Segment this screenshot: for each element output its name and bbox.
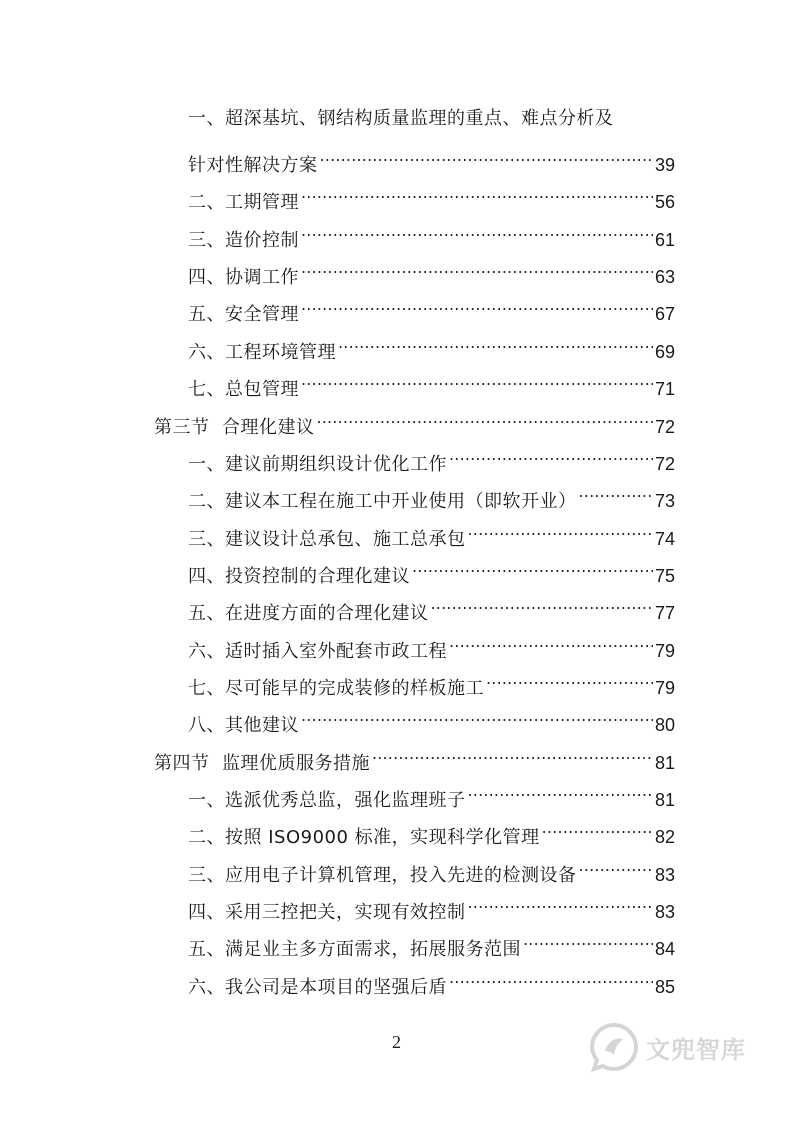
- toc-entry[interactable]: [188, 253, 675, 288]
- toc-entry-page: 71: [654, 379, 675, 399]
- toc-section-title: 第三节 合理化建议: [154, 417, 315, 438]
- toc-entry-page: 67: [654, 304, 675, 324]
- toc-entry-title: 二、建议本工程在施工中开业使用（即软开业）: [188, 491, 577, 512]
- dot-leader: [299, 290, 655, 320]
- toc-entry[interactable]: [188, 701, 675, 736]
- toc-entry-title: 四、投资控制的合理化建议: [188, 566, 410, 587]
- toc-entry-title: 四、协调工作: [188, 267, 299, 288]
- toc-entry[interactable]: [188, 589, 675, 624]
- toc-entry[interactable]: [188, 216, 675, 251]
- toc-entry-page: 73: [654, 491, 675, 511]
- toc-entry-page: 56: [654, 192, 675, 212]
- dot-leader: [336, 328, 655, 358]
- toc-entry-title: 七、尽可能早的完成装修的样板施工: [188, 678, 484, 699]
- dot-leader: [521, 925, 655, 955]
- toc-entry-title: 一、选派优秀总监，强化监理班子: [188, 790, 466, 811]
- toc-entry-title: 三、应用电子计算机管理，投入先进的检测设备: [188, 865, 577, 886]
- toc-entry-page: 79: [654, 678, 675, 698]
- watermark: [588, 1012, 758, 1082]
- toc-entry-page: 74: [654, 529, 675, 549]
- toc-entry[interactable]: [188, 290, 675, 325]
- dot-leader: [299, 178, 655, 208]
- dot-leader: [429, 589, 655, 619]
- toc-entry[interactable]: [188, 515, 675, 550]
- dot-leader: [447, 627, 655, 657]
- toc-entry-page: 81: [654, 790, 675, 810]
- toc-entry-page: 80: [654, 715, 675, 735]
- toc-entry-page: 72: [654, 417, 675, 437]
- toc-entry[interactable]: [188, 440, 675, 475]
- toc-entry-page: 69: [654, 342, 675, 362]
- toc-entry-title: 六、我公司是本项目的坚强后盾: [188, 977, 447, 998]
- toc-entry-page: 81: [654, 753, 675, 773]
- dot-leader: [540, 813, 655, 843]
- dot-leader: [299, 216, 655, 246]
- toc-entry[interactable]: [188, 664, 675, 699]
- toc-entry-page: 72: [654, 454, 675, 474]
- toc-entry-page: 84: [654, 939, 675, 959]
- toc-entry-page: 79: [654, 641, 675, 661]
- toc-entry-page: 63: [654, 267, 675, 287]
- toc-heading-line: [188, 104, 675, 134]
- toc-entry[interactable]: [188, 925, 675, 960]
- watermark-logo-icon: [588, 1021, 640, 1073]
- toc-entry-title: 五、在进度方面的合理化建议: [188, 603, 429, 624]
- dot-leader: [447, 963, 655, 993]
- toc-entry[interactable]: [188, 776, 675, 811]
- toc-entry-title: 三、建议设计总承包、施工总承包: [188, 529, 466, 550]
- toc-entry-page: 77: [654, 603, 675, 623]
- dot-leader: [410, 552, 655, 582]
- dot-leader: [314, 403, 655, 433]
- toc-entry-title: 一、建议前期组织设计优化工作: [188, 454, 447, 475]
- dot-leader: [447, 440, 655, 470]
- toc-entry[interactable]: [188, 141, 675, 176]
- toc-entry[interactable]: [188, 888, 675, 923]
- dot-leader: [577, 851, 655, 881]
- toc-entry-title: 六、工程环境管理: [188, 342, 336, 363]
- toc-entry[interactable]: [188, 477, 675, 512]
- toc-entry-page: 61: [654, 230, 675, 250]
- toc-entry-title: 七、总包管理: [188, 379, 299, 400]
- toc-entry[interactable]: [188, 813, 675, 848]
- toc-entry[interactable]: [188, 851, 675, 886]
- toc-entry-page: 83: [654, 865, 675, 885]
- toc-entry[interactable]: [188, 328, 675, 363]
- toc-entry-title: 三、造价控制: [188, 230, 299, 251]
- toc-entry-title: 五、安全管理: [188, 304, 299, 325]
- toc-entry[interactable]: [188, 178, 675, 213]
- toc-entry[interactable]: [188, 365, 675, 400]
- dot-leader: [466, 515, 655, 545]
- dot-leader: [370, 739, 655, 769]
- toc-entry-title: 二、工期管理: [188, 192, 299, 213]
- toc-entry-title: 针对性解决方案: [188, 155, 318, 176]
- dot-leader: [577, 477, 655, 507]
- dot-leader: [299, 365, 655, 395]
- toc-section-title: 第四节 监理优质服务措施: [154, 753, 370, 774]
- toc-entry-title: 二、按照 ISO9000 标准，实现科学化管理: [188, 827, 540, 848]
- toc-entry-page: 39: [654, 155, 675, 175]
- watermark-text: 文兜智库: [646, 1035, 746, 1064]
- dot-leader: [466, 888, 655, 918]
- toc-entry-page: 75: [654, 566, 675, 586]
- toc-entry-page: 83: [654, 902, 675, 922]
- toc-section-entry[interactable]: [154, 403, 675, 438]
- page-number: 2: [392, 1032, 401, 1052]
- toc-entry-page: 82: [654, 827, 675, 847]
- toc-entry-title: 五、满足业主多方面需求，拓展服务范围: [188, 939, 521, 960]
- toc-section-entry[interactable]: [154, 739, 675, 774]
- toc-entry[interactable]: [188, 963, 675, 998]
- dot-leader: [299, 253, 655, 283]
- dot-leader: [318, 141, 655, 171]
- toc-entry-title: 八、其他建议: [188, 715, 299, 736]
- dot-leader: [466, 776, 655, 806]
- toc-entry-page: 85: [654, 977, 675, 997]
- toc-entry[interactable]: [188, 627, 675, 662]
- toc-entry-title: 四、采用三控把关，实现有效控制: [188, 902, 466, 923]
- dot-leader: [484, 664, 655, 694]
- toc-heading-text: 一、超深基坑、钢结构质量监理的重点、难点分析及: [188, 108, 614, 129]
- toc-entry[interactable]: [188, 552, 675, 587]
- dot-leader: [299, 701, 655, 731]
- toc-entry-title: 六、适时插入室外配套市政工程: [188, 641, 447, 662]
